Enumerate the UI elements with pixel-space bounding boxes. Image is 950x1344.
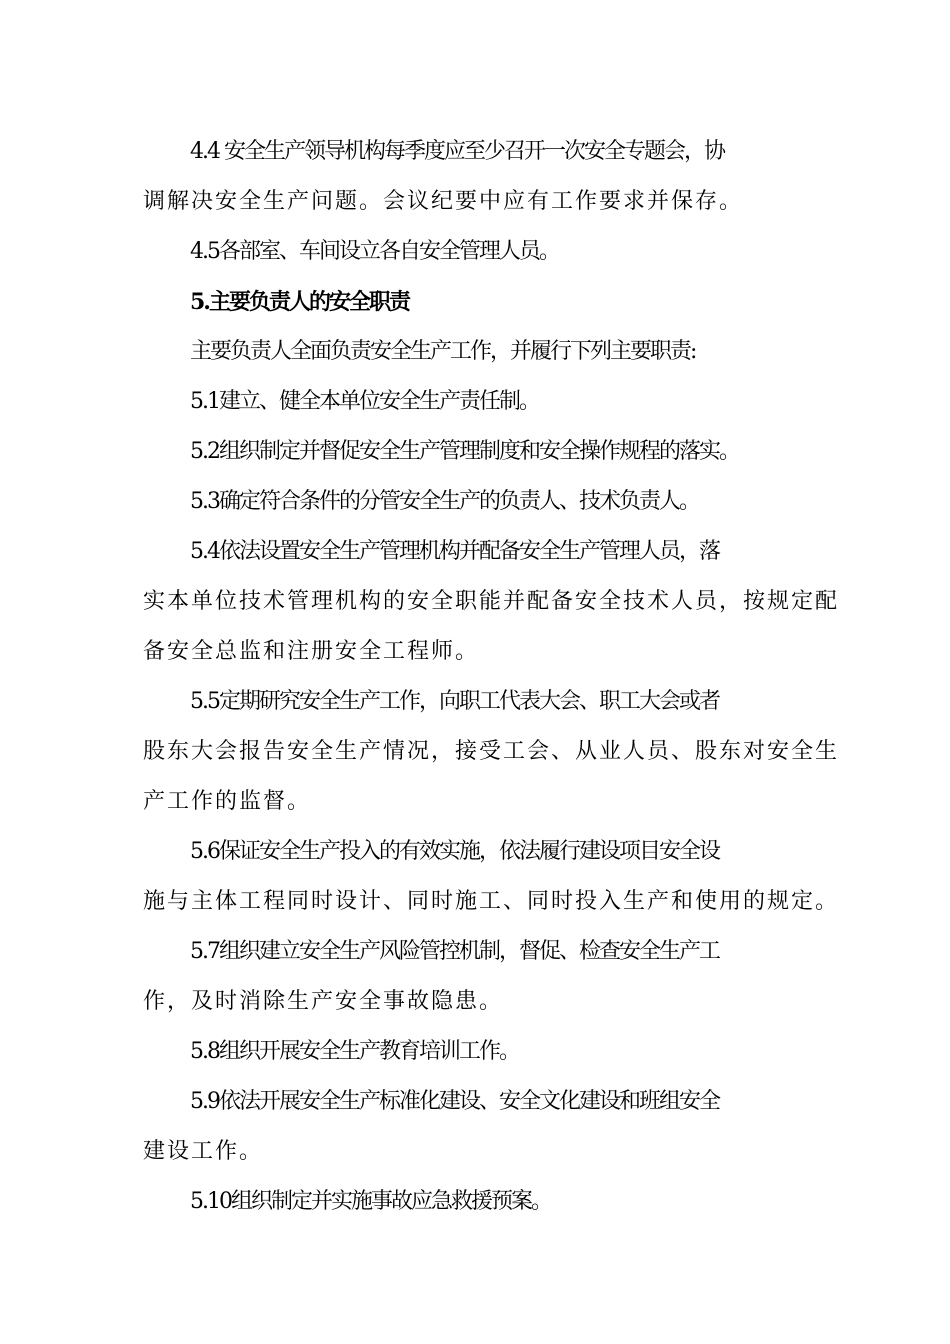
paragraph-5-7-line-2: 作，及时消除生产安全事故隐患。 [143, 989, 504, 1014]
paragraph-5-9-line-2: 建设工作。 [143, 1139, 264, 1164]
section-5-intro: 主要负责人全面负责安全生产工作，并履行下列主要职责: [190, 339, 696, 364]
paragraph-5-6-line-1: 5.6保证安全生产投入的有效实施，依法履行建设项目安全设 [190, 839, 719, 864]
paragraph-5-5-line-1: 5.5定期研究安全生产工作，向职工代表大会、职工大会或者 [190, 689, 719, 714]
paragraph-5-7-line-1: 5.7组织建立安全生产风险管控机制，督促、检查安全生产工 [190, 939, 719, 964]
paragraph-5-4-line-1: 5.4依法设置安全生产管理机构并配备安全生产管理人员，落 [190, 539, 719, 564]
section-5-heading: 5.主要负责人的安全职责 [190, 289, 409, 315]
paragraph-5-1: 5.1建立、健全本单位安全生产责任制。 [190, 389, 539, 414]
paragraph-5-2: 5.2组织制定并督促安全生产管理制度和安全操作规程的落实。 [190, 439, 739, 464]
paragraph-4-4-line-1: 4.4 安全生产领导机构每季度应至少召开一次安全专题会，协 [190, 139, 724, 164]
paragraph-4-4-line-2: 调解决安全生产问题。会议纪要中应有工作要求并保存。 [143, 189, 744, 214]
paragraph-5-3: 5.3确定符合条件的分管安全生产的负责人、技术负责人。 [190, 489, 699, 514]
paragraph-5-10: 5.10组织制定并实施事故应急救援预案。 [190, 1189, 551, 1214]
paragraph-5-9-line-1: 5.9依法开展安全生产标准化建设、安全文化建设和班组安全 [190, 1089, 719, 1114]
paragraph-5-4-line-2: 实本单位技术管理机构的安全职能并配备安全技术人员，按规定配 [143, 589, 840, 614]
paragraph-5-5-line-3: 产工作的监督。 [143, 789, 312, 814]
paragraph-5-6-line-2: 施与主体工程同时设计、同时施工、同时投入生产和使用的规定。 [143, 889, 840, 914]
paragraph-5-4-line-3: 备安全总监和注册安全工程师。 [143, 639, 480, 664]
paragraph-5-8: 5.8组织开展安全生产教育培训工作。 [190, 1039, 519, 1064]
paragraph-4-5: 4.5各部室、车间设立各自安全管理人员。 [190, 239, 559, 264]
paragraph-5-5-line-2: 股东大会报告安全生产情况，接受工会、从业人员、股东对安全生 [143, 739, 840, 764]
